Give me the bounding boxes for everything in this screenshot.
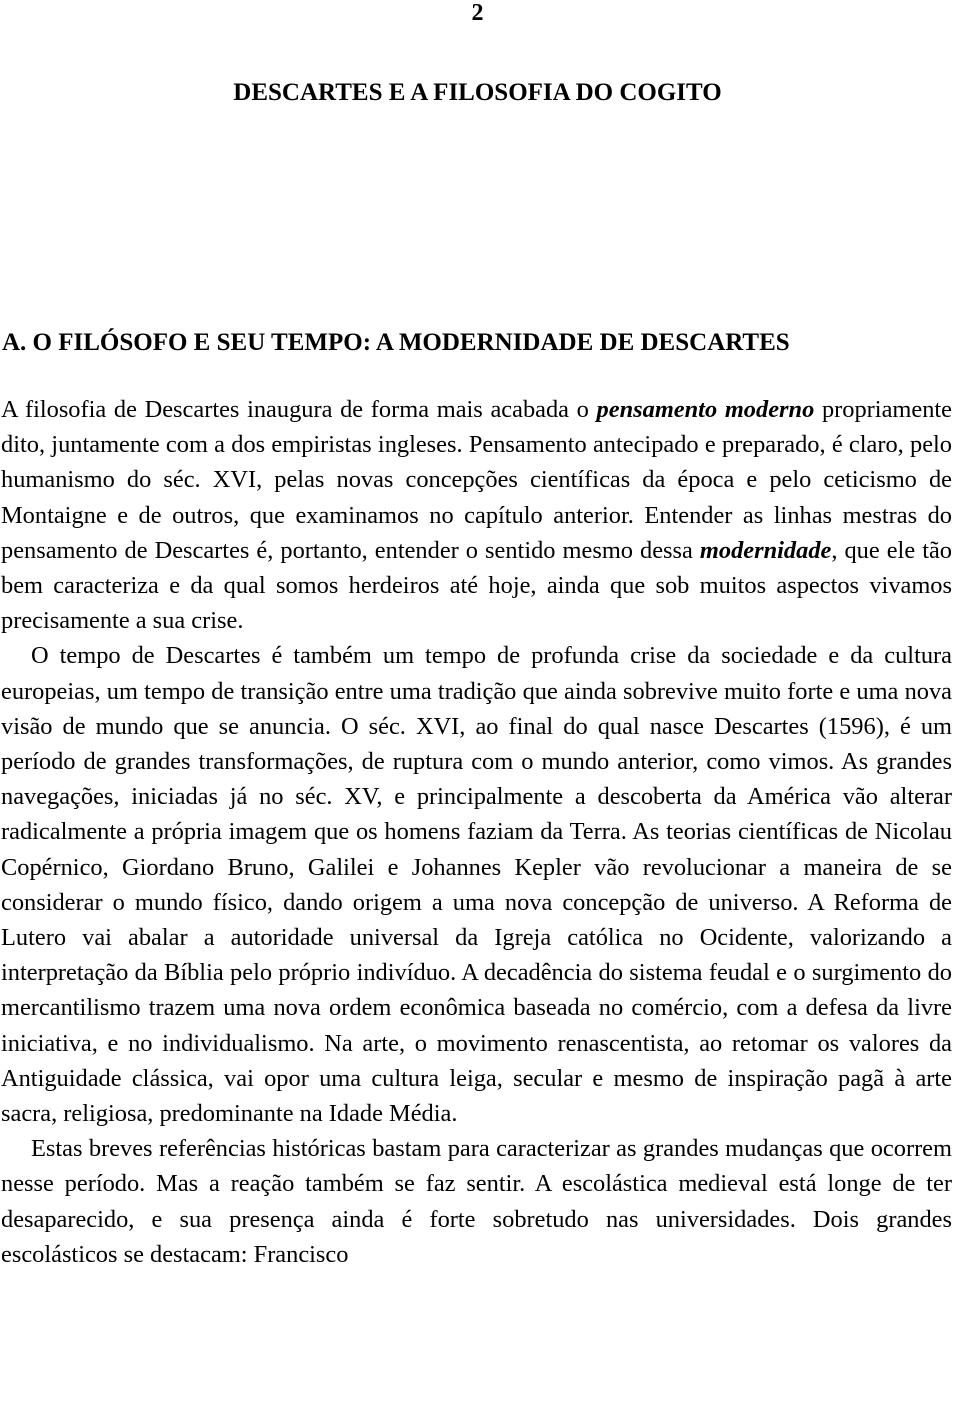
- paragraph-1-text-3: , que ele tão bem caracteriza e da qual somos herdeiros até hoje, ainda que sob muitos aspectos vivamos precisamente a sua crise.: [1, 536, 952, 635]
- emphasis-pensamento-moderno: pensamento moderno: [596, 396, 815, 423]
- paragraph-1-text-2: propriamente dito, juntamente com a dos empiristas ingleses. Pensamento antecipado e preparado, é claro, pelo humanismo do séc. XVI, pelas novas concepções científicas da época e pelo ceticismo de Montaigne e de outros, que examinamos no capítulo anterior. Entender as linhas mestras do pensamento de Descartes é, portanto, entender o sentido mesmo dessa: [1, 396, 952, 564]
- section-heading: A. O FILÓSOFO E SEU TEMPO: A MODERNIDADE DE DESCARTES: [2, 329, 790, 356]
- paragraph-2: O tempo de Descartes é também um tempo de profunda crise da sociedade e da cultura europeias, um tempo de transição entre uma tradição que ainda sobrevive muito forte e uma nova visão de mundo que se anuncia. O séc. XVI, ao final do qual nasce Descartes (1596), é um período de grandes transformações, de ruptura com o mundo anterior, como vimos. As grandes navegações, iniciadas já no séc. XV, e principalmente a descoberta da América vão alterar radicalmente a própria imagem que os homens faziam da Terra. As teorias científicas de Nicolau Copérnico, Giordano Bruno, Galilei e Johannes Kepler vão revolucionar a maneira de se considerar o mundo físico, dando origem a uma nova concepção de universo. A Reforma de Lutero vai abalar a autoridade universal da Igreja católica no Ocidente, valorizando a interpretação da Bíblia pelo próprio indivíduo. A decadência do sistema feudal e o surgimento do mercantilismo trazem uma nova ordem econômica baseada no comércio, com a defesa da livre iniciativa, e no individualismo. Na arte, o movimento renascentista, ao retomar os valores da Antiguidade clássica, vai opor uma cultura leiga, secular e mesmo de inspiração pagã à arte sacra, religiosa, predominante na Idade Média.: [1, 642, 952, 1128]
- paragraph-1: [1, 392, 952, 638]
- body-text: [1, 392, 952, 1272]
- emphasis-modernidade: modernidade: [699, 536, 832, 564]
- paragraph-1-text-1: A filosofia de Descartes inaugura de forma mais acabada o: [1, 396, 597, 423]
- page-number: 2: [471, 0, 484, 26]
- paragraph-3: Estas breves referências históricas bastam para caracterizar as grandes mudanças que ocorrem nesse período. Mas a reação também se faz sentir. A escolástica medieval está longe de ter desaparecido, e sua presença ainda é forte sobretudo nas universidades. Dois grandes escolásticos se destacam: Francisco: [1, 1135, 952, 1268]
- chapter-title: DESCARTES E A FILOSOFIA DO COGITO: [233, 79, 722, 106]
